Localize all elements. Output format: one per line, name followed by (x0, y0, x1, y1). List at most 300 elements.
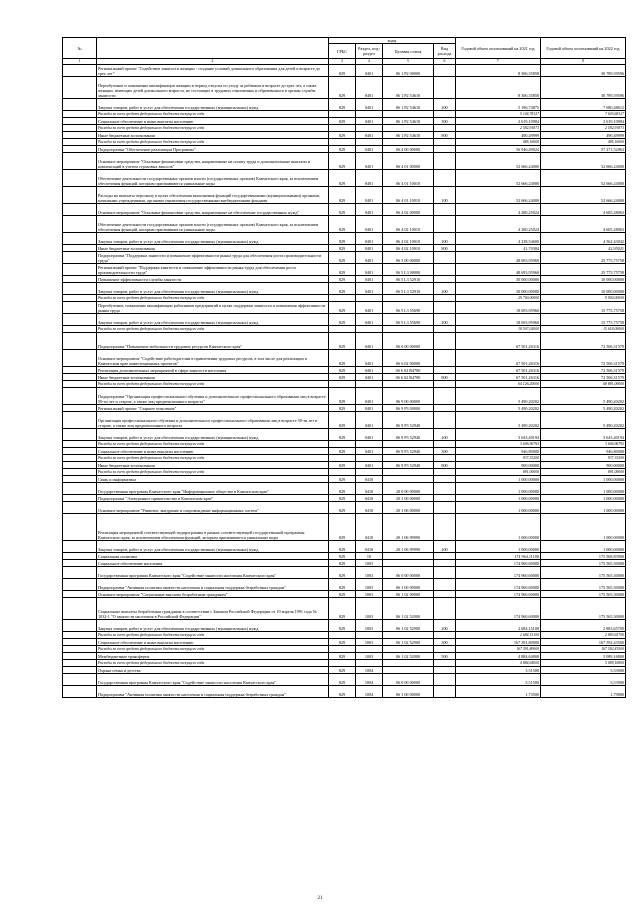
row-grbs-cell: 829 (329, 244, 356, 251)
row-name-cell: Социальное обеспечение населения (97, 559, 329, 566)
row-number-cell (63, 501, 97, 513)
header-section: Раздел, под-раздел (356, 44, 383, 59)
row-grbs-cell: 829 (329, 638, 356, 645)
row-name-cell: Подпрограмма "Повышение мобильности трудовых ресурсов Камчатского края" (97, 332, 329, 349)
table-row (63, 559, 626, 566)
row-target-cell (383, 631, 434, 638)
table-row (63, 673, 626, 685)
row-section-cell: 0401 (356, 447, 383, 454)
row-target-cell: 06 6 02 R4780 (383, 373, 434, 380)
table-row (63, 98, 626, 110)
row-grbs-cell: 829 (329, 597, 356, 619)
row-vr-cell: 200 (434, 540, 456, 552)
row-name-cell: Закупка товаров, работ и услуг для обеспечения государственных (муниципальных) нужд (97, 428, 329, 440)
row-name-cell: Расходы за счет средств федерального бюджета текущего года (97, 380, 329, 387)
row-2021-cell: 18 693,95960 (456, 301, 541, 313)
row-grbs-cell: 829 (329, 566, 356, 578)
row-2022-cell: 15 775,75758 (541, 313, 626, 325)
row-section-cell: 0401 (356, 251, 383, 263)
row-grbs-cell: 829 (329, 619, 356, 631)
table-row (63, 590, 626, 597)
row-section-cell (356, 138, 383, 145)
row-name-cell: Расходы за счет средств федерального бюджета текущего года (97, 294, 329, 301)
row-vr-cell (434, 559, 456, 566)
row-2022-cell: 5 490,20202 (541, 387, 626, 404)
table-row (63, 263, 626, 275)
row-target-cell: 06 0 00 00000 (383, 566, 434, 578)
row-section-cell: 0401 (356, 152, 383, 169)
row-section-cell: 10 (356, 552, 383, 559)
table-row (63, 349, 626, 366)
table-row-federal-share (63, 294, 626, 301)
row-2022-cell: 1 000,00000 (541, 513, 626, 540)
row-grbs-cell: 829 (329, 186, 356, 203)
row-number-cell (63, 145, 97, 152)
row-2022-cell: 5 089,16800 (541, 659, 626, 666)
row-name-cell: Повышение эффективности службы занятости (97, 275, 329, 282)
row-2021-cell: 48 693,95960 (456, 251, 541, 263)
row-vr-cell: 300 (434, 117, 456, 124)
row-vr-cell (434, 645, 456, 652)
row-target-cell: 06 9 P3 52940 (383, 461, 434, 468)
table-row-federal-share (63, 454, 626, 461)
row-grbs-cell (329, 631, 356, 638)
row-section-cell: 0401 (356, 131, 383, 138)
row-vr-cell: 800 (434, 131, 456, 138)
row-number-cell (63, 275, 97, 282)
row-section-cell: 0401 (356, 263, 383, 275)
row-target-cell (383, 124, 434, 131)
row-section-cell: 0401 (356, 428, 383, 440)
row-target-cell: 06 9 P3 52940 (383, 447, 434, 454)
row-target-cell: 06 1 P2 00000 (383, 64, 434, 76)
row-2021-cell: 56 946,49024 (456, 145, 541, 152)
row-target-cell: 06 5 L3 00000 (383, 263, 434, 275)
row-2021-cell: 67 501,26316 (456, 349, 541, 366)
row-section-cell: 0401 (356, 186, 383, 203)
row-2021-cell: 891,00000 (456, 468, 541, 475)
row-name-cell: Государственная программа Камчатского края "Содействие занятости населения Камчатского края" (97, 566, 329, 578)
row-2021-cell: 167 391,80000 (456, 645, 541, 652)
row-target-cell: 06 6 02 R4780 (383, 366, 434, 373)
row-name-cell: Социальное обеспечение и иные выплаты населению (97, 638, 329, 645)
row-name-cell: Социальные выплаты безработным гражданам в соответствии с Законом Российской Федерации от 19 апреля 1991 года № 1032-1 "О занятости населения в Российской Федерации" (97, 597, 329, 619)
row-2022-cell: 52 666,24000 (541, 152, 626, 169)
row-name-cell: Подпрограмма "Активная политика занятости населения и социальная поддержка безработных граждан" (97, 685, 329, 697)
row-target-cell (383, 110, 434, 117)
row-target-cell: 06 4 02 00000 (383, 203, 434, 215)
row-number-cell (63, 313, 97, 325)
row-number-cell (63, 685, 97, 697)
row-vr-cell (434, 475, 456, 482)
row-2022-cell: 7 680,48612 (541, 98, 626, 110)
row-number-cell (63, 411, 97, 428)
row-2022-cell: 3,53900 (541, 666, 626, 673)
row-name-cell: Региональный проект "Старшее поколение" (97, 404, 329, 411)
row-name-cell: Основное мероприятие "Основные финансовые средства, направленные на обеспечение государственных нужд" (97, 203, 329, 215)
row-grbs-cell: 829 (329, 117, 356, 124)
row-grbs-cell (329, 440, 356, 447)
row-section-cell: 0401 (356, 117, 383, 124)
table-row (63, 501, 626, 513)
index-cell: 4 (356, 59, 383, 65)
row-target-cell (383, 659, 434, 666)
table-row (63, 313, 626, 325)
row-section-cell: 0401 (356, 313, 383, 325)
row-grbs-cell (329, 138, 356, 145)
row-2021-cell: 2 619,10984 (456, 117, 541, 124)
row-section-cell: 0401 (356, 64, 383, 76)
row-name-cell: Реализация дополнительных мероприятий в сфере занятости населения (97, 366, 329, 373)
row-2021-cell: 174 960,60000 (456, 578, 541, 590)
row-section-cell: 1004 (356, 673, 383, 685)
row-2022-cell: 3 606,96792 (541, 440, 626, 447)
row-section-cell: 1003 (356, 652, 383, 659)
row-2022-cell: 167 592,43500 (541, 638, 626, 645)
row-2021-cell: 8 306,35858 (456, 64, 541, 76)
row-vr-cell: 800 (434, 244, 456, 251)
row-target-cell: 06 5 L3 52910 (383, 282, 434, 294)
row-vr-cell: 100 (434, 186, 456, 203)
row-2022-cell: 1,79800 (541, 685, 626, 697)
row-name-cell: Социальная политика (97, 552, 329, 559)
row-target-cell: 06 1 02 52900 (383, 638, 434, 645)
row-name-cell: Иные бюджетные ассигнования (97, 131, 329, 138)
row-2022-cell: 52 666,24000 (541, 186, 626, 203)
row-section-cell: 0401 (356, 411, 383, 428)
row-number-cell (63, 454, 97, 461)
row-number-cell (63, 468, 97, 475)
row-2021-cell: 4 884,64000 (456, 659, 541, 666)
row-vr-cell (434, 215, 456, 232)
row-2021-cell: 3,51500 (456, 673, 541, 685)
row-section-cell: 0401 (356, 332, 383, 349)
index-cell: 7 (456, 59, 541, 65)
table-row (63, 475, 626, 482)
row-2021-cell: 5 196,74875 (456, 98, 541, 110)
row-2022-cell: 1 000,00000 (541, 501, 626, 513)
row-grbs-cell: 829 (329, 301, 356, 313)
row-section-cell: 0410 (356, 513, 383, 540)
row-2022-cell: 167 592,43500 (541, 645, 626, 652)
row-target-cell: 06 9 P3 00000 (383, 404, 434, 411)
header-target: Целевая статья (383, 44, 434, 59)
row-vr-cell (434, 494, 456, 501)
row-vr-cell: 300 (434, 447, 456, 454)
row-section-cell: 0401 (356, 76, 383, 98)
table-row-federal-share (63, 631, 626, 638)
row-section-cell: 0401 (356, 244, 383, 251)
row-2022-cell: 7 603,68127 (541, 110, 626, 117)
row-section-cell: 0401 (356, 461, 383, 468)
row-2021-cell: 4 238,54600 (456, 232, 541, 244)
row-name-cell: Региональный проект "Содействие занятости женщин - создание условий дошкольного образования для детей в возрасте до трех лет" (97, 64, 329, 76)
table-row (63, 685, 626, 697)
row-grbs-cell (329, 468, 356, 475)
row-number-cell (63, 325, 97, 332)
row-name-cell: Расходы за счет средств федерального бюджета текущего года (97, 645, 329, 652)
row-2022-cell: 10 000,00000 (541, 282, 626, 294)
row-grbs-cell: 829 (329, 552, 356, 559)
row-vr-cell (434, 325, 456, 332)
row-vr-cell: 200 (434, 98, 456, 110)
row-number-cell (63, 666, 97, 673)
row-2021-cell: 1 000,00000 (456, 540, 541, 552)
row-2021-cell: 174 960,60000 (456, 559, 541, 566)
row-2021-cell: 946,80000 (456, 447, 541, 454)
row-name-cell: Расходы за счет средств федерального бюджета текущего года (97, 138, 329, 145)
row-2021-cell: 937,33200 (456, 454, 541, 461)
table-row (63, 64, 626, 76)
table-row (63, 566, 626, 578)
row-2021-cell: 1 000,00000 (456, 482, 541, 494)
row-number-cell (63, 482, 97, 494)
row-grbs-cell: 829 (329, 373, 356, 380)
row-target-cell: 06 5 L3 52910 (383, 275, 434, 282)
row-name-cell: Подпрограмма "Активная политика занятости населения и социальная поддержка безработных граждан" (97, 578, 329, 590)
table-row-federal-share (63, 380, 626, 387)
row-2022-cell: 937,33200 (541, 454, 626, 461)
table-row (63, 152, 626, 169)
row-target-cell: 06 4 00 00000 (383, 145, 434, 152)
row-section-cell: 0410 (356, 540, 383, 552)
row-2022-cell: 3,53900 (541, 673, 626, 685)
row-target-cell: 06 5 L3 55690 (383, 301, 434, 313)
row-section-cell: 1003 (356, 597, 383, 619)
row-name-cell: Охрана семьи и детства (97, 666, 329, 673)
budget-table (62, 37, 626, 698)
index-cell: 6 (434, 59, 456, 65)
row-section-cell: 1003 (356, 559, 383, 566)
row-2021-cell: 174 960,60000 (456, 597, 541, 619)
row-section-cell (356, 110, 383, 117)
row-section-cell: 1004 (356, 685, 383, 697)
row-grbs-cell (329, 454, 356, 461)
row-target-cell: 06 1 P2 54610 (383, 76, 434, 98)
table-row (63, 215, 626, 232)
row-target-cell: 06 4 02 10010 (383, 244, 434, 251)
row-vr-cell (434, 152, 456, 169)
row-number-cell (63, 366, 97, 373)
table-row (63, 494, 626, 501)
row-2021-cell: 174 960,60000 (456, 590, 541, 597)
row-2022-cell: 1 000,00000 (541, 475, 626, 482)
row-2022-cell: 72 506,31579 (541, 349, 626, 366)
row-grbs-cell: 829 (329, 275, 356, 282)
row-2022-cell: 2 883,65700 (541, 631, 626, 638)
row-number-cell (63, 251, 97, 263)
row-number-cell (63, 559, 97, 566)
row-2021-cell: 8 306,35858 (456, 76, 541, 98)
header-num: № (63, 38, 97, 59)
row-2021-cell: 4 280,25024 (456, 215, 541, 232)
table-row (63, 578, 626, 590)
row-vr-cell (434, 387, 456, 404)
row-number-cell (63, 301, 97, 313)
row-2022-cell: 4 605,28063 (541, 215, 626, 232)
row-2022-cell: 9 900,00000 (541, 294, 626, 301)
row-section-cell (356, 440, 383, 447)
row-number-cell (63, 673, 97, 685)
row-grbs-cell: 829 (329, 666, 356, 673)
row-grbs-cell: 829 (329, 673, 356, 685)
row-2021-cell: 1 000,00000 (456, 501, 541, 513)
row-grbs-cell: 829 (329, 387, 356, 404)
row-vr-cell (434, 275, 456, 282)
row-2021-cell: 1,73500 (456, 685, 541, 697)
row-name-cell: Закупка товаров, работ и услуг для обеспечения государственных (муниципальных) нужд (97, 282, 329, 294)
row-section-cell: 1003 (356, 590, 383, 597)
row-number-cell (63, 380, 97, 387)
row-name-cell: Социальное обеспечение и иные выплаты населению (97, 447, 329, 454)
row-number-cell (63, 64, 97, 76)
row-number-cell (63, 578, 97, 590)
row-vr-cell (434, 380, 456, 387)
row-2021-cell: 67 501,26316 (456, 373, 541, 380)
table-body (63, 64, 626, 697)
row-grbs-cell: 829 (329, 494, 356, 501)
row-target-cell: 06 0 00 00000 (383, 673, 434, 685)
table-row (63, 366, 626, 373)
row-target-cell (383, 294, 434, 301)
row-grbs-cell: 829 (329, 482, 356, 494)
row-2021-cell: 2 684,15100 (456, 619, 541, 631)
row-target-cell: 06 9 00 00000 (383, 387, 434, 404)
row-2021-cell: 30 000,00000 (456, 282, 541, 294)
row-2022-cell: 175 568,83900 (541, 552, 626, 559)
header-codes: коды (329, 38, 456, 44)
row-2022-cell: 490,49999 (541, 131, 626, 138)
row-vr-cell (434, 138, 456, 145)
row-grbs-cell: 829 (329, 203, 356, 215)
row-grbs-cell: 829 (329, 263, 356, 275)
table-row (63, 251, 626, 263)
row-name-cell: Организация профессионального обучения и дополнительного профессионального образования лиц в возрасте 50-ти лет и старше, а также лиц предпенсионного возраста (97, 411, 329, 428)
table-row (63, 282, 626, 294)
row-vr-cell (434, 404, 456, 411)
row-section-cell (356, 124, 383, 131)
row-number-cell (63, 98, 97, 110)
row-vr-cell: 200 (434, 313, 456, 325)
row-vr-cell (434, 666, 456, 673)
row-grbs-cell: 829 (329, 131, 356, 138)
row-name-cell: Расходы за счет средств федерального бюджета текущего года (97, 325, 329, 332)
row-vr-cell (434, 263, 456, 275)
row-2022-cell: 1 000,00000 (541, 482, 626, 494)
row-vr-cell (434, 454, 456, 461)
row-2021-cell: 52 666,24000 (456, 152, 541, 169)
row-number-cell (63, 373, 97, 380)
row-target-cell: 06 5 L3 55690 (383, 313, 434, 325)
row-vr-cell: 300 (434, 638, 456, 645)
table-row (63, 404, 626, 411)
row-name-cell: Основное мероприятие "Основные финансовые средства, направленные на оплату труда и дополнительные выплаты и компенсаций в учетом страховых взносов" (97, 152, 329, 169)
row-target-cell: 06 4 01 10010 (383, 169, 434, 186)
row-name-cell: Расходы за счет средств федерального бюджета текущего года (97, 659, 329, 666)
row-vr-cell (434, 659, 456, 666)
table-row (63, 232, 626, 244)
table-row (63, 597, 626, 619)
row-number-cell (63, 169, 97, 186)
row-target-cell: 06 4 02 10010 (383, 232, 434, 244)
table-row (63, 619, 626, 631)
row-vr-cell: 200 (434, 282, 456, 294)
row-name-cell: Обеспечение деятельности государственных органов власти (государственных органов) Камчатского края, за исключением обеспечения функций, которым присваиваются уникальные коды (97, 215, 329, 232)
row-2021-cell: 4 884,64000 (456, 652, 541, 659)
row-number-cell (63, 440, 97, 447)
row-section-cell: 0401 (356, 349, 383, 366)
row-2021-cell: 3,51500 (456, 666, 541, 673)
row-section-cell: 0401 (356, 203, 383, 215)
row-name-cell: Иные бюджетные ассигнования (97, 373, 329, 380)
row-2021-cell: 2 592,91873 (456, 124, 541, 131)
row-2022-cell: 175 565,30000 (541, 578, 626, 590)
row-2021-cell: 174 960,60000 (456, 566, 541, 578)
row-name-cell: Расходы за счет средств федерального бюджета текущего года (97, 110, 329, 117)
row-target-cell: 20 1 00 00000 (383, 494, 434, 501)
table-row (63, 540, 626, 552)
row-number-cell (63, 294, 97, 301)
row-number-cell (63, 638, 97, 645)
row-2021-cell: 490,49999 (456, 131, 541, 138)
row-vr-cell: 500 (434, 652, 456, 659)
row-number-cell (63, 117, 97, 124)
row-section-cell: 0401 (356, 301, 383, 313)
row-name-cell: Закупка товаров, работ и услуг для обеспечения государственных (муниципальных) нужд (97, 98, 329, 110)
row-vr-cell (434, 64, 456, 76)
row-vr-cell (434, 145, 456, 152)
row-grbs-cell: 829 (329, 145, 356, 152)
row-grbs-cell: 829 (329, 578, 356, 590)
row-vr-cell (434, 566, 456, 578)
row-2021-cell: 3 643,40194 (456, 428, 541, 440)
row-vr-cell (434, 332, 456, 349)
row-2021-cell: 18 693,95960 (456, 313, 541, 325)
row-vr-cell (434, 301, 456, 313)
row-number-cell (63, 566, 97, 578)
row-2021-cell: 64 126,20000 (456, 380, 541, 387)
row-2021-cell: 5 490,20202 (456, 387, 541, 404)
row-2021-cell: 3 606,96792 (456, 440, 541, 447)
header-vr: Вид расхода (434, 44, 456, 59)
row-section-cell (356, 631, 383, 638)
row-name-cell: Основное мероприятие "Развитие, внедрение и сопровождение информационных систем" (97, 501, 329, 513)
row-target-cell: 06 6 00 00000 (383, 332, 434, 349)
row-number-cell (63, 590, 97, 597)
row-target-cell: 06 6 02 00000 (383, 349, 434, 366)
row-section-cell (356, 294, 383, 301)
row-grbs-cell: 829 (329, 447, 356, 454)
table-row (63, 428, 626, 440)
row-number-cell (63, 597, 97, 619)
row-2022-cell: 30 789,59596 (541, 76, 626, 98)
index-cell: 2 (97, 59, 329, 65)
row-2022-cell: 72 506,31579 (541, 332, 626, 349)
row-grbs-cell: 829 (329, 411, 356, 428)
row-target-cell: 06 1 02 52900 (383, 619, 434, 631)
row-2022-cell: 900,00000 (541, 461, 626, 468)
row-target-cell: 06 1 02 52900 (383, 652, 434, 659)
row-grbs-cell: 829 (329, 313, 356, 325)
row-name-cell: Переобучение и повышение квалификации женщин в период отпуска по уходу за ребенком в возрасте до трех лет, а также женщин, имеющих детей дошкольного возраста, не состоящих в трудовых отношениях и обратившихся в органы службы занятости (97, 76, 329, 98)
row-section-cell (356, 380, 383, 387)
row-2022-cell: 175 565,30000 (541, 590, 626, 597)
row-name-cell: Подпрограмма "Поддержка занятости и повышение эффективности рынка труда для обеспечения роста производительности труда" (97, 251, 329, 263)
header-2022: Годовой объем ассигнований на 2022 год (541, 38, 626, 59)
row-vr-cell (434, 169, 456, 186)
page-number: 21 (317, 896, 323, 901)
row-target-cell (383, 325, 434, 332)
